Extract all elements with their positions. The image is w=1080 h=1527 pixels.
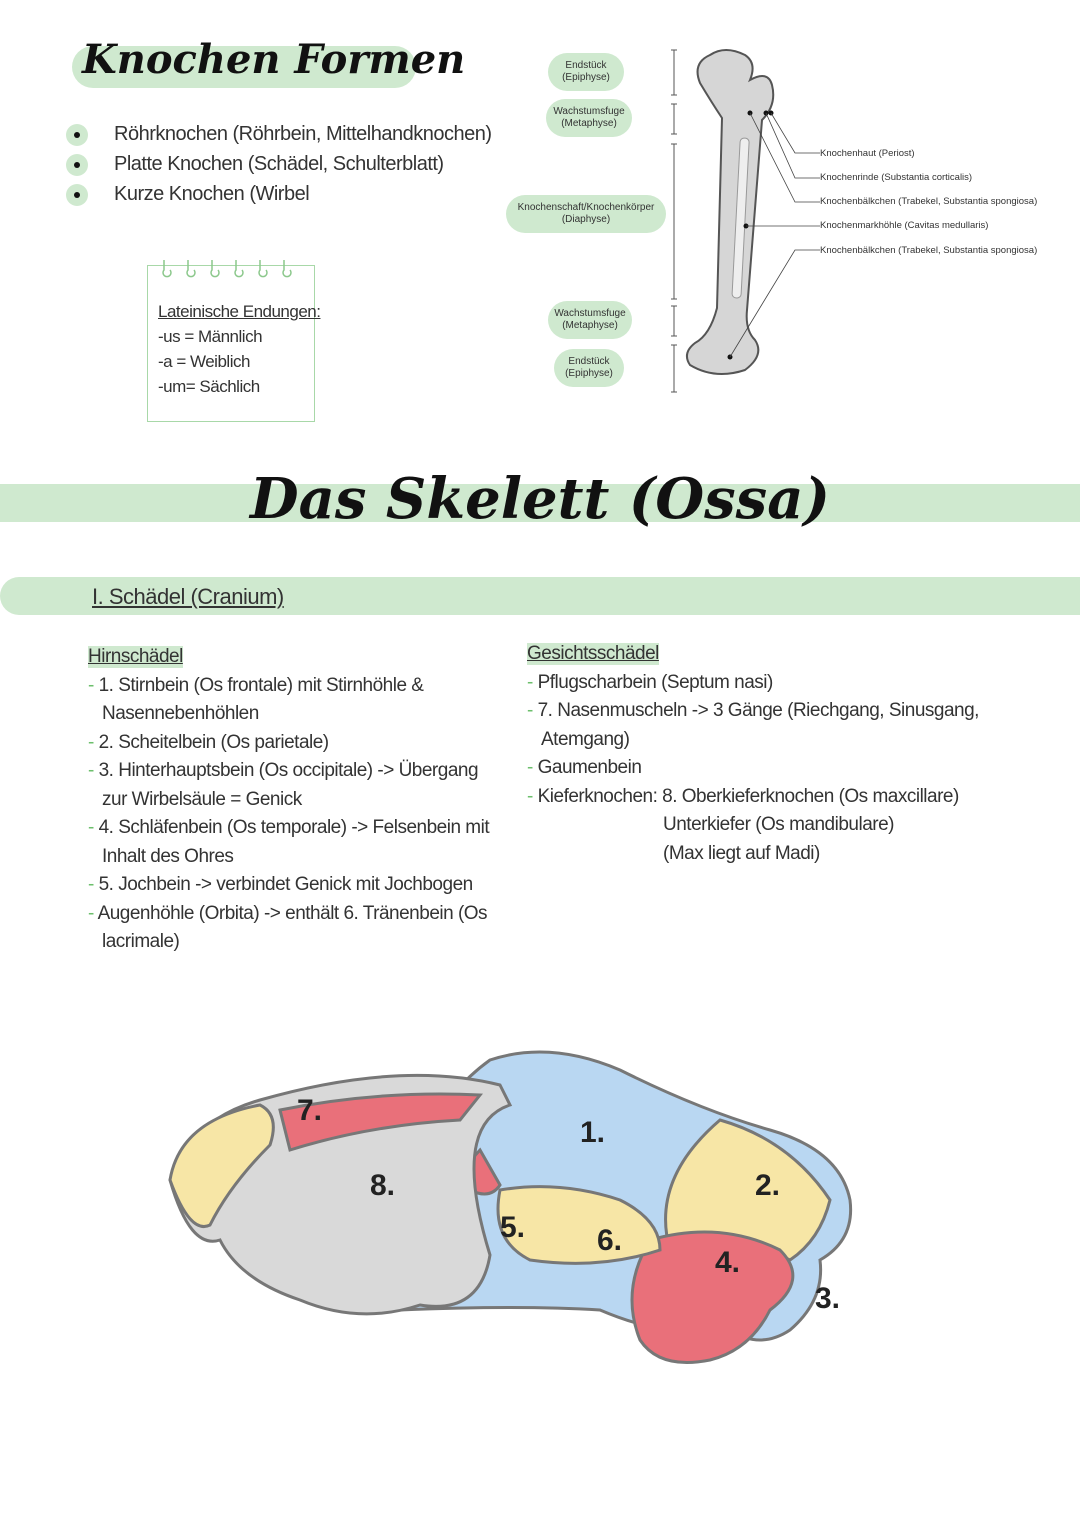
bullet-icon <box>66 154 88 176</box>
bullet-text: Kurze Knochen (Wirbel <box>114 183 310 205</box>
section-latin: (Epiphyse) <box>562 72 610 83</box>
section-name: Endstück <box>565 60 607 71</box>
section-pill <box>546 99 632 137</box>
list-item: - 1. Stirnbein (Os frontale) mit Stirnhöhle & Nasennebenhöhlen <box>88 672 498 729</box>
list-item: - Gaumenbein <box>527 754 1067 783</box>
page-title: Knochen Formen <box>82 36 466 83</box>
section-pill <box>506 195 666 233</box>
list-heading: Hirnschädel <box>88 646 183 667</box>
list-item-cont: Unterkiefer (Os mandibulare) <box>663 814 894 835</box>
hirnschaedel-list <box>88 643 498 957</box>
list-item: - Augenhöhle (Orbita) -> enthält 6. Tränenbein (Os lacrimale) <box>88 900 498 957</box>
bone-label: Knochenhaut (Periost) <box>820 148 915 159</box>
section-name: Endstück <box>568 356 610 367</box>
bullet-text: Platte Knochen (Schädel, Schulterblatt) <box>114 153 444 175</box>
note-card <box>147 265 321 422</box>
section-pill <box>548 53 624 91</box>
bone-label: Knochenrinde (Substantia corticalis) <box>820 172 973 183</box>
note-line: -um= Sächlich <box>158 377 260 396</box>
section-title: I. Schädel (Cranium) <box>92 584 284 609</box>
section-latin: (Epiphyse) <box>565 368 613 379</box>
bone-label: Knochenbälkchen (Trabekel, Substantia spongiosa) <box>820 196 1038 207</box>
section-name: Wachstumsfuge <box>554 308 626 319</box>
skull-number: 3. <box>815 1282 841 1315</box>
skull-number: 2. <box>755 1169 781 1202</box>
skull-number: 4. <box>715 1246 741 1279</box>
bullet-text: Röhrknochen (Röhrbein, Mittelhandknochen) <box>114 123 492 145</box>
section-pill <box>548 301 632 339</box>
section-pill <box>554 349 624 387</box>
spiral-rings-icon <box>156 258 306 282</box>
femur-illustration <box>660 40 830 400</box>
list-item: - 2. Scheitelbein (Os parietale) <box>88 729 498 758</box>
bullet-icon <box>66 184 88 206</box>
list-item: - Pflugscharbein (Septum nasi) <box>527 669 1067 698</box>
bullet-icon <box>66 124 88 146</box>
section-latin: (Diaphyse) <box>561 214 611 225</box>
list-item: - 7. Nasenmuscheln -> 3 Gänge (Riechgang, Sinusgang, Atemgang) <box>527 697 1067 754</box>
list-item: - 4. Schläfenbein (Os temporale) -> Felsenbein mit Inhalt des Ohres <box>88 814 498 871</box>
section-name: Knochenschaft/Knochenkörper <box>517 202 655 213</box>
section-latin: (Metaphyse) <box>562 320 618 331</box>
skull-number: 7. <box>297 1094 323 1127</box>
skull-number: 6. <box>597 1224 623 1257</box>
section-latin: (Metaphyse) <box>561 118 617 129</box>
bone-label: Knochenmarkhöhle (Cavitas medullaris) <box>820 220 989 231</box>
skull-number: 8. <box>370 1169 396 1202</box>
note-title: Lateinische Endungen: <box>158 302 321 321</box>
list-item: - Kieferknochen: 8. Oberkieferknochen (Os maxcillare) <box>527 783 1067 812</box>
list-item: - 3. Hinterhauptsbein (Os occipitale) -> Übergang zur Wirbelsäule = Genick <box>88 757 498 814</box>
list-heading: Gesichtsschädel <box>527 643 659 664</box>
note-line: -a = Weiblich <box>158 352 250 371</box>
skull-illustration <box>160 1040 880 1370</box>
section-name: Wachstumsfuge <box>553 106 625 117</box>
list-item-cont: (Max liegt auf Madi) <box>663 842 820 864</box>
gesichtsschaedel-list <box>527 640 1067 868</box>
banner-title: Das Skelett (Ossa) <box>250 466 830 532</box>
skull-number: 5. <box>500 1211 526 1244</box>
list-item: - 5. Jochbein -> verbindet Genick mit Jochbogen <box>88 871 498 900</box>
skull-number: 1. <box>580 1116 606 1149</box>
note-line: -us = Männlich <box>158 327 263 346</box>
bone-label: Knochenbälkchen (Trabekel, Substantia spongiosa) <box>820 245 1038 256</box>
